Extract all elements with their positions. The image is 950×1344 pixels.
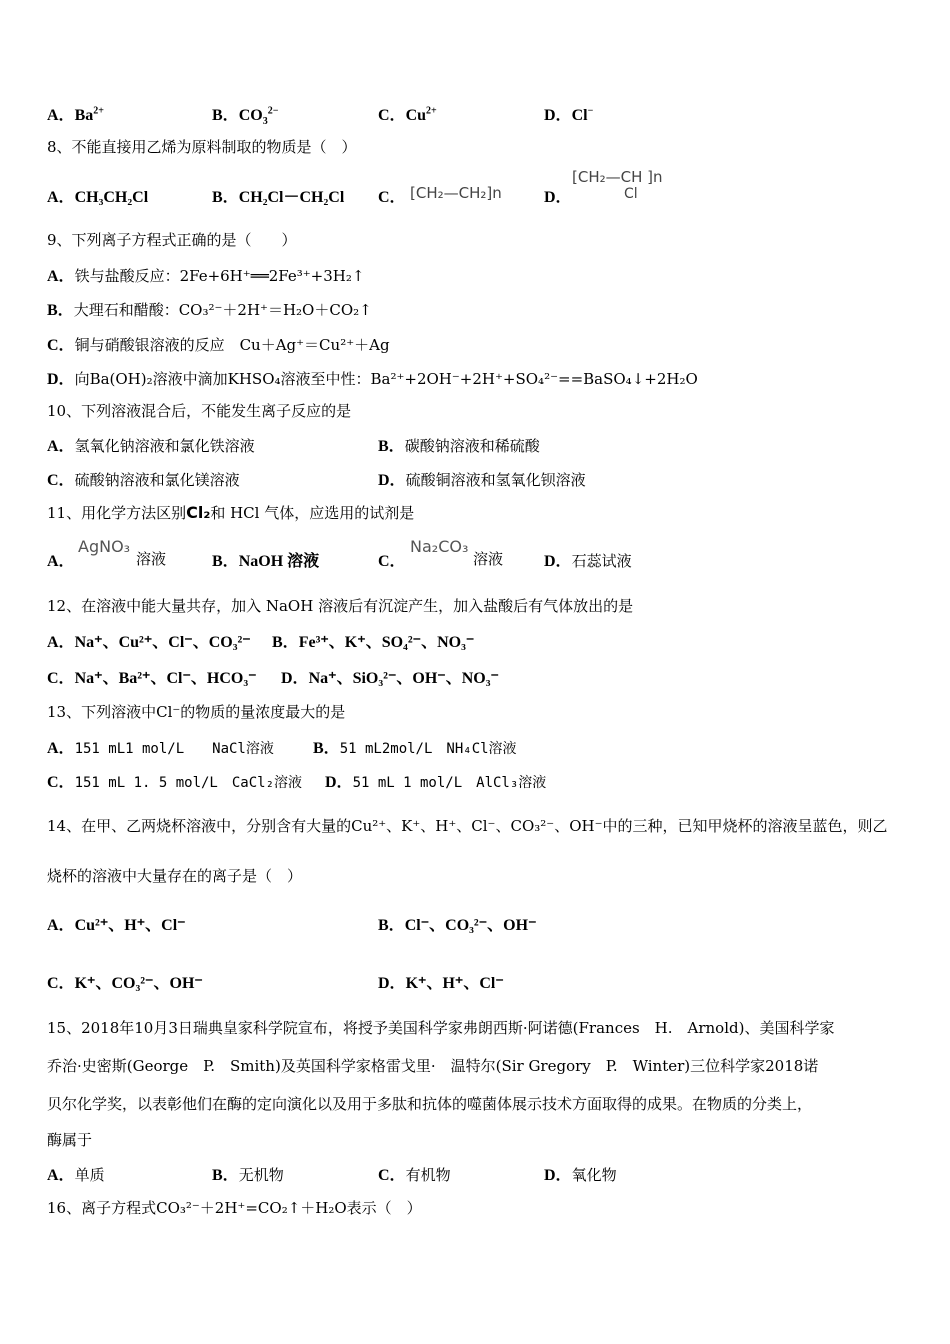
- q10-stem: 10、下列溶液混合后，不能发生离子反应的是: [47, 402, 352, 420]
- q9-stem: 9、下列离子方程式正确的是（ ）: [47, 231, 297, 249]
- q11-option-c-text: 溶液: [473, 550, 504, 568]
- q8-stem: 8、不能直接用乙烯为原料制取的物质是（ ）: [47, 138, 357, 156]
- q16-stem: 16、离子方程式CO₃²⁻＋2H⁺=CO₂↑＋H₂O表示（ ）: [47, 1199, 422, 1217]
- q9-option-c: C．铜与硝酸银溶液的反应 Cu＋Ag⁺＝Cu²⁺＋Ag: [47, 336, 390, 354]
- q14-stem-line2: 烧杯的溶液中大量存在的离子是（ ）: [47, 867, 303, 885]
- q11-option-c-formula: Na₂CO₃: [410, 537, 469, 556]
- q13-stem: 13、下列溶液中Cl⁻的物质的量浓度最大的是: [47, 703, 346, 721]
- q14-option-c: C．K⁺、CO₃²⁻、OH⁻: [47, 975, 203, 992]
- q10-option-a: A．氢氧化钠溶液和氯化铁溶液: [47, 437, 255, 455]
- q9-option-a: A．铁与盐酸反应：2Fe+6H⁺══2Fe³⁺+3H₂↑: [47, 267, 365, 285]
- q12-option-a: A．Na⁺、Cu²⁺、Cl⁻、CO₃²⁻: [47, 634, 251, 651]
- q7-option-d: D．Cl−: [544, 105, 594, 124]
- q14-option-d: D．K⁺、H⁺、Cl⁻: [378, 975, 504, 992]
- q7-option-c: C．$Cu^{2+}$: [378, 105, 437, 124]
- q8-option-c-formula: [CH₂—CH₂]n: [410, 184, 502, 202]
- q11-option-c: C．: [378, 553, 406, 570]
- q12-stem: 12、在溶液中能大量共存，加入 NaOH 溶液后有沉淀产生，加入盐酸后有气体放出的是: [47, 597, 634, 615]
- q15-stem-line3: 贝尔化学奖，以表彰他们在酶的定向演化以及用于多肽和抗体的噬菌体展示技术方面取得的成果。在物质的分类上，: [47, 1095, 813, 1113]
- q15-option-d: D．氧化物: [544, 1166, 617, 1184]
- q15-option-c: C．有机物: [378, 1166, 451, 1184]
- q11-option-a-formula: AgNO₃: [78, 537, 131, 556]
- q15-stem-line2: 乔治·史密斯(George P. Smith)及英国科学家格雷戈里· 温特尔(Sir Gregory P. Winter)三位科学家2018诺: [47, 1057, 819, 1075]
- q7-option-a: A．$Ba^{2+}$: [47, 105, 104, 124]
- q11-option-b: B．NaOH 溶液: [212, 553, 320, 570]
- q9-option-d: D．向Ba(OH)₂溶液中滴加KHSO₄溶液至中性：Ba²⁺+2OH⁻+2H⁺+SO₄²⁻==BaSO₄↓+2H₂O: [47, 370, 698, 388]
- q8-option-a: A．CH₃CH₂Cl: [47, 189, 149, 206]
- q11-stem: 11、用化学方法区别Cl₂和 HCl 气体，应选用的试剂是: [47, 503, 415, 522]
- q8-option-c-label: C．: [378, 189, 406, 206]
- q15-option-b: B．无机物: [212, 1166, 284, 1184]
- q13-option-a: A．151 mL1 mol/L NaCl溶液: [47, 740, 274, 757]
- q14-option-b: B．Cl⁻、CO₃²⁻、OH⁻: [378, 917, 537, 934]
- q13-option-d: D．51 mL 1 mol/L AlCl₃溶液: [325, 774, 547, 791]
- q11-option-a-text: 溶液: [136, 550, 167, 568]
- q15-stem-line1: 15、2018年10月3日瑞典皇家科学院宣布，将授予美国科学家弗朗西斯·阿诺德(Frances H. Arnold)、美国科学家: [47, 1019, 835, 1037]
- q14-option-a: A．Cu²⁺、H⁺、Cl⁻: [47, 917, 186, 934]
- q11-option-a: A．: [47, 553, 75, 570]
- q15-stem-line4: 酶属于: [47, 1131, 93, 1149]
- q10-option-b: B．碳酸钠溶液和稀硫酸: [378, 437, 540, 455]
- q10-option-d: D．硫酸铜溶液和氢氧化钡溶液: [378, 471, 586, 489]
- q7-option-b: B．$CO_3^{2-}$: [212, 105, 279, 128]
- q8-option-d-bottom: Cl: [624, 186, 638, 202]
- q8-option-d-label: D．: [544, 189, 572, 206]
- q15-option-a: A．单质: [47, 1166, 105, 1184]
- q10-option-c: C．硫酸钠溶液和氯化镁溶液: [47, 471, 240, 489]
- q12-option-b: B．Fe³⁺、K⁺、SO₄²⁻、NO₃⁻: [272, 634, 475, 651]
- q8-option-d-formula: [572, 168, 663, 202]
- q11-option-d: D．石蕊试液: [544, 552, 632, 570]
- q12-option-d: D．Na⁺、SiO₃²⁻、OH⁻、NO₃⁻: [281, 670, 499, 687]
- q12-option-c: C．Na⁺、Ba²⁺、Cl⁻、HCO₃⁻: [47, 670, 257, 687]
- q9-option-b: B．大理石和醋酸：CO₃²⁻＋2H⁺＝H₂O＋CO₂↑: [47, 301, 372, 319]
- q13-option-c: C．151 mL 1. 5 mol/L CaCl₂溶液: [47, 774, 302, 791]
- q13-option-b: B．51 mL2mol/L NH₄Cl溶液: [313, 740, 517, 757]
- q14-stem-line1: 14、在甲、乙两烧杯溶液中，分别含有大量的Cu²⁺、K⁺、H⁺、Cl⁻、CO₃²⁻、OH⁻中的三种，已知甲烧杯的溶液呈蓝色，则乙: [47, 817, 888, 835]
- q8-option-b: B．CH₂Cl－CH₂Cl: [212, 189, 345, 206]
- q8-option-d-top: [CH₂—CH ]n: [572, 168, 663, 186]
